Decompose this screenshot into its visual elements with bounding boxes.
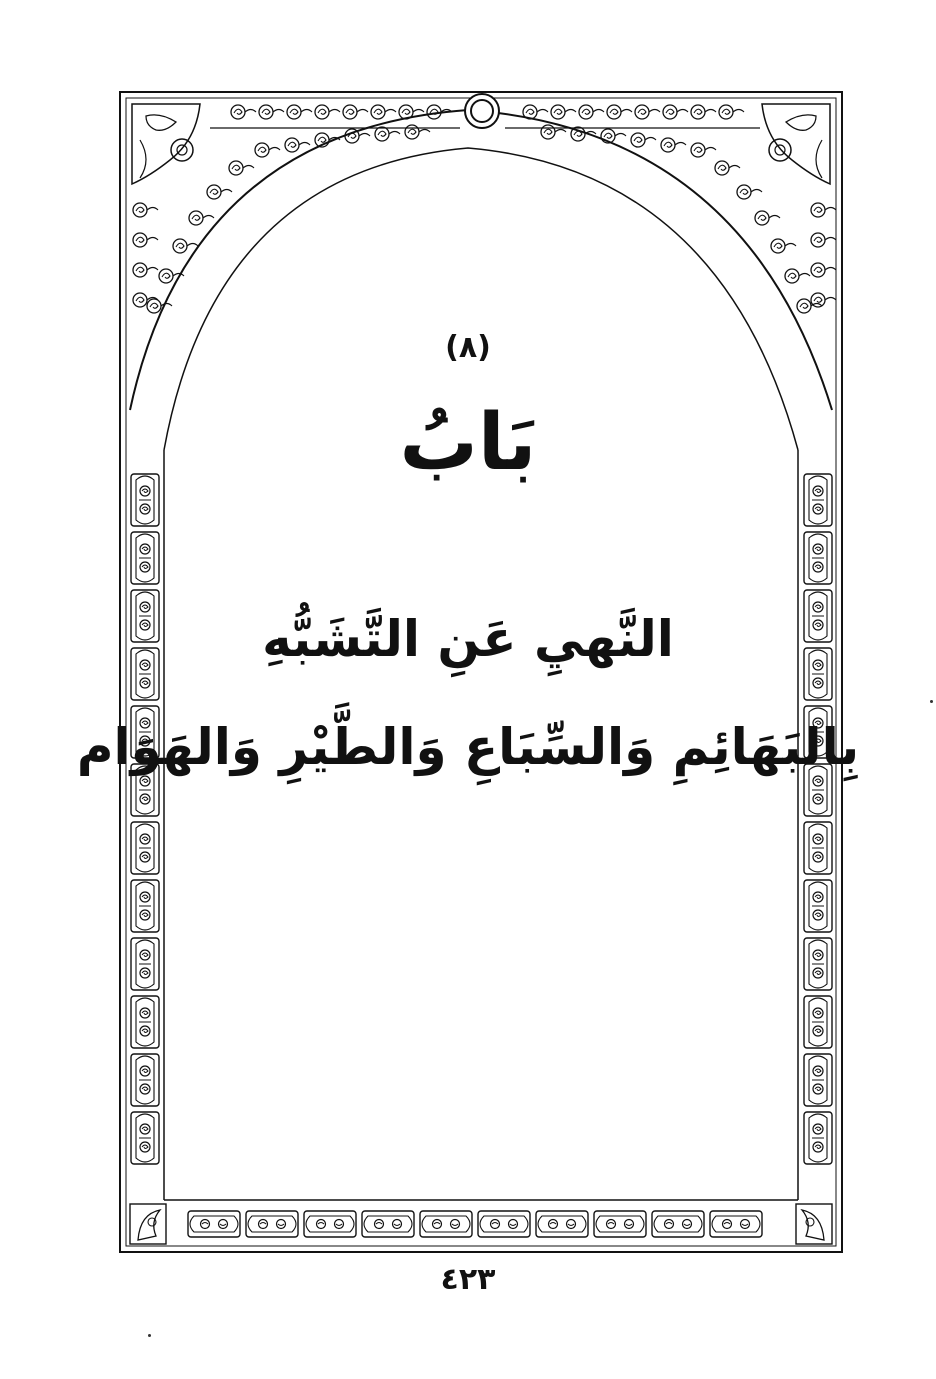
scan-speck xyxy=(930,700,933,703)
page-number: ٤٢٣ xyxy=(440,1262,496,1297)
chapter-number: (٨) xyxy=(445,330,491,365)
scan-speck xyxy=(148,1334,151,1337)
chapter-heading: بَابُ xyxy=(399,398,537,488)
chapter-title-line-2: بِالبَهَائِمِ وَالسِّبَاعِ وَالطَّيْرِ وَالهَوَام xyxy=(76,718,860,776)
chapter-title-line-1: النَّهيِ عَنِ التَّشَبُّهِ xyxy=(262,610,674,668)
